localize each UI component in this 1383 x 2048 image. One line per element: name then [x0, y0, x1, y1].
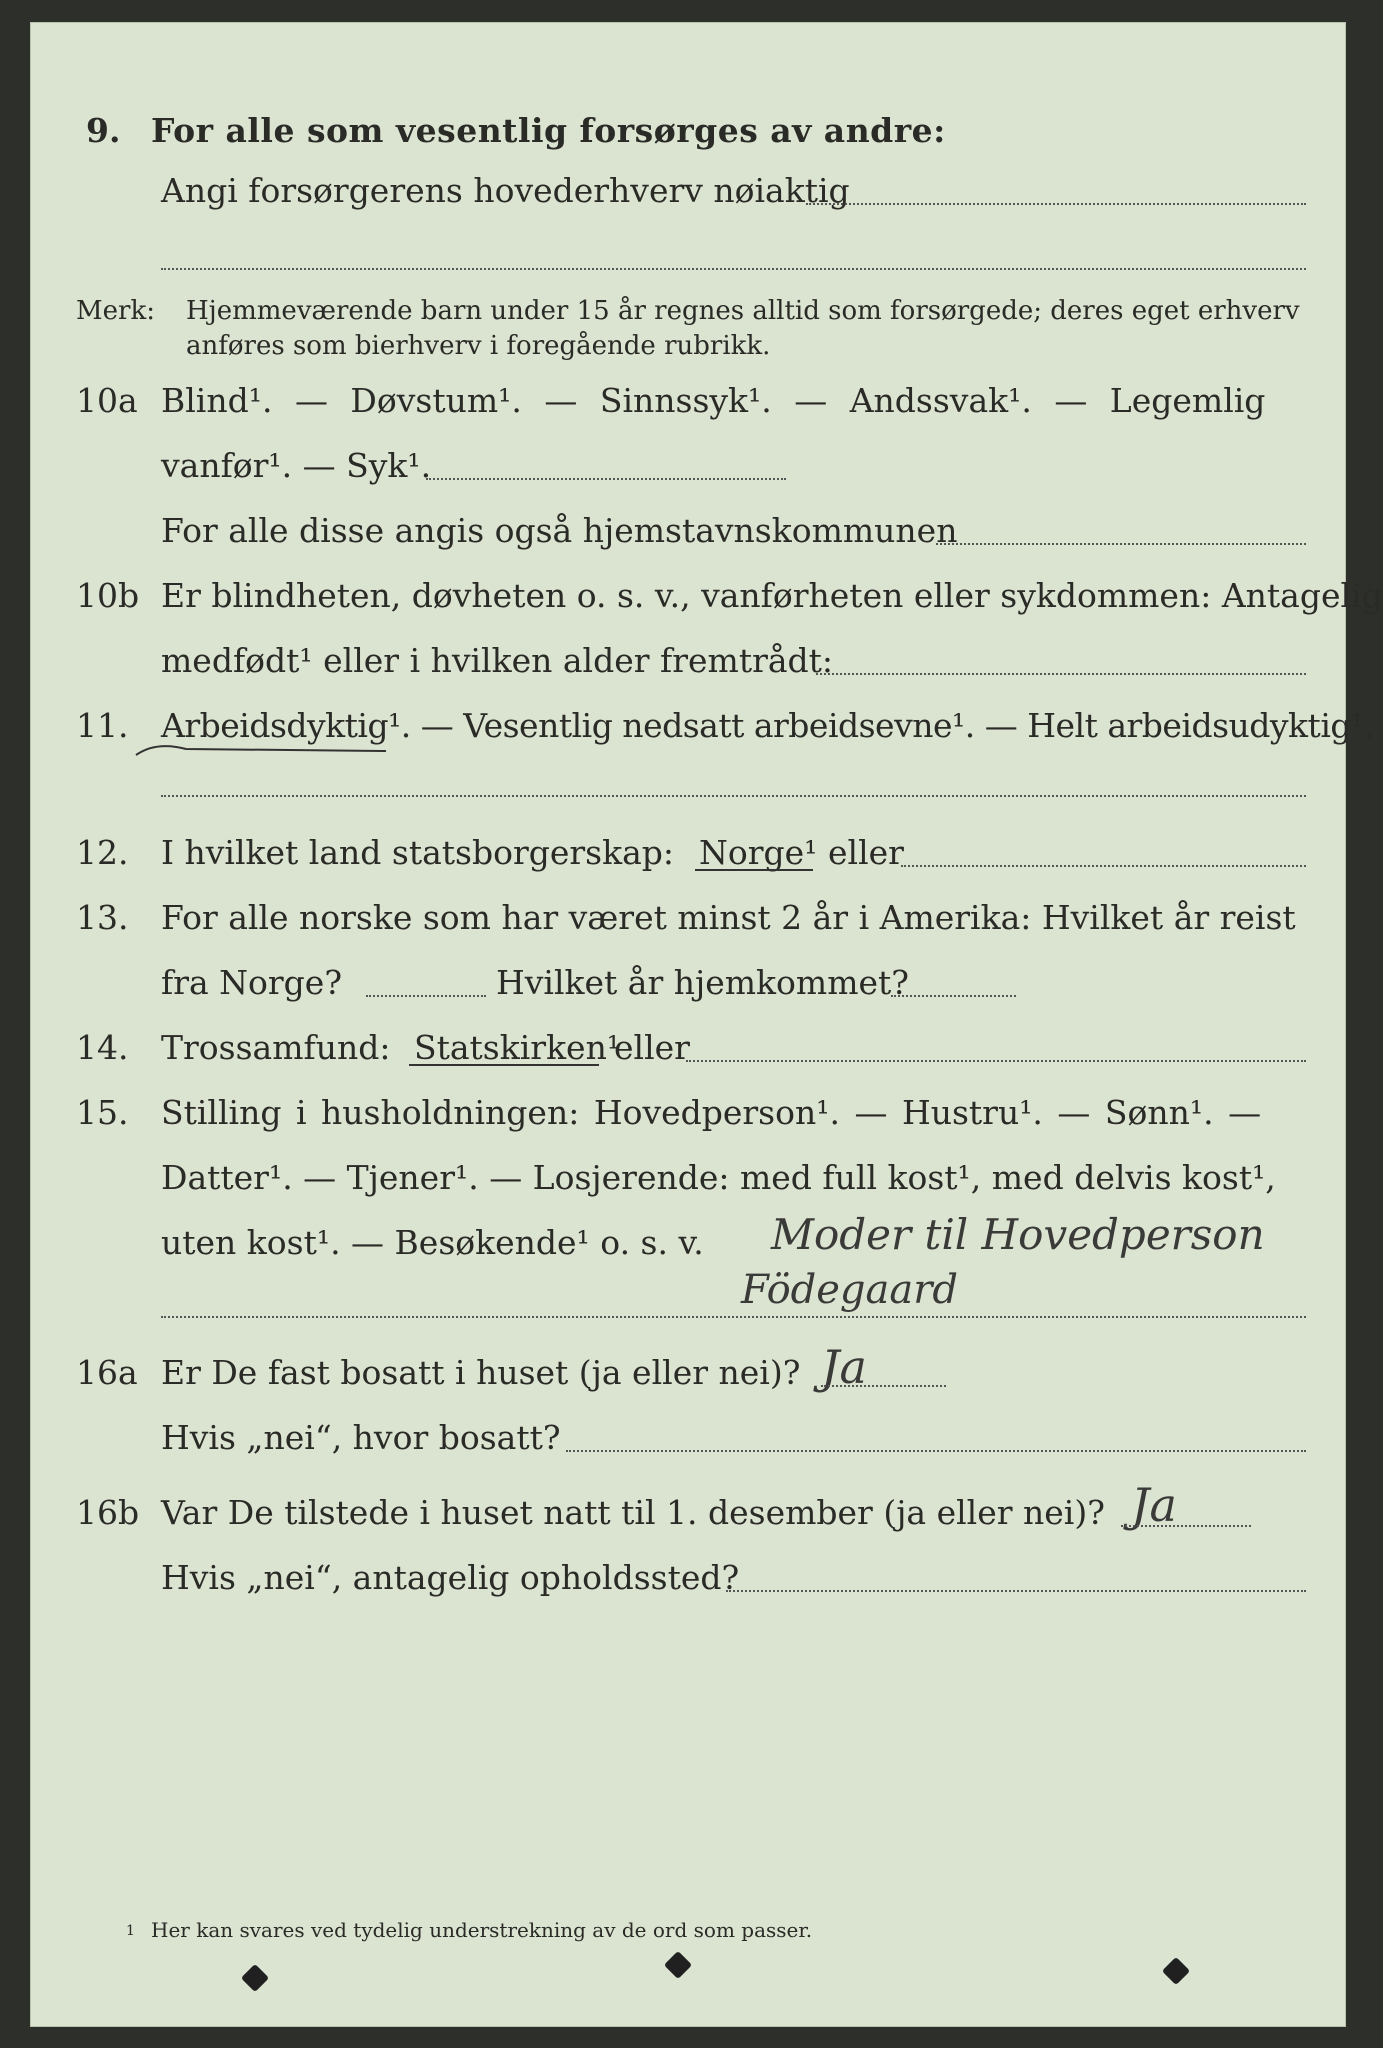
q14-tail: eller	[614, 1028, 690, 1067]
merk-label: Merk:	[76, 296, 155, 326]
q16b-line2: Hvis „nei“, antagelig opholdssted?	[161, 1558, 740, 1597]
q16b-line1: Var De tilstede i huset natt til 1. desember (ja eller nei)?	[161, 1493, 1105, 1532]
q16a-line2: Hvis „nei“, hvor bosatt?	[161, 1418, 561, 1457]
q16a-answer: Ja	[821, 1340, 867, 1394]
merk-text-1: Hjemmeværende barn under 15 år regnes alltid som forsørgede; deres eget erhverv	[186, 296, 1300, 326]
q15-number: 15.	[76, 1093, 129, 1132]
q13-reist-answer-line[interactable]	[366, 995, 486, 997]
q13-line2b: Hvilket år hjemkommet?	[496, 963, 909, 1002]
q10a-line2: vanfør¹. — Syk¹.	[161, 446, 432, 485]
q9-instruction: Angi forsørgerens hovederhverv nøiaktig	[161, 171, 850, 210]
q14-answer-line[interactable]	[686, 1060, 1306, 1062]
q14-label: Trossamfund:	[161, 1028, 391, 1067]
q12-norge-underline	[695, 869, 813, 871]
q10a-number: 10a	[76, 381, 138, 420]
q16a-answer-line[interactable]	[821, 1385, 946, 1387]
q12-option-norge: Norge¹	[699, 833, 818, 872]
q16b-number: 16b	[76, 1493, 140, 1532]
merk-text-2: anføres som bierhverv i foregående rubrikk.	[186, 331, 771, 361]
q15-answer-line1: Moder til Hovedperson	[771, 1210, 1265, 1259]
q15-answer-line2: Födegaard	[741, 1267, 958, 1313]
q14-number: 14.	[76, 1028, 129, 1067]
q10a-line3: For alle disse angis også hjemstavnskommunen	[161, 511, 958, 550]
q10b-line2: medfødt¹ eller i hvilken alder fremtrådt:	[161, 641, 834, 680]
footnote-mark: 1	[126, 1923, 135, 1939]
q11-underline-mark	[126, 735, 426, 765]
q15-handwritten-answer	[731, 1203, 1311, 1323]
q10a-syk-answer-line[interactable]	[426, 478, 786, 480]
registration-mark-left	[241, 1964, 269, 1992]
q11-answer-line[interactable]	[161, 795, 1306, 797]
q13-hjemkommet-answer-line[interactable]	[891, 995, 1016, 997]
q9-answer-line-2[interactable]	[161, 268, 1306, 270]
q13-number: 13.	[76, 898, 129, 937]
q12-number: 12.	[76, 833, 129, 872]
census-form-page	[30, 22, 1383, 2027]
q16a-handwritten-answer	[801, 1323, 961, 1413]
q10b-line1: Er blindheten, døvheten o. s. v., vanførheten eller sykdommen: Antagelig	[161, 576, 1383, 615]
q16b-opholdssted-answer-line[interactable]	[726, 1590, 1306, 1592]
q15-answer-line[interactable]	[161, 1316, 1306, 1318]
registration-mark-center	[664, 1951, 692, 1979]
q16a-bosatt-answer-line[interactable]	[566, 1450, 1306, 1452]
q10b-answer-line[interactable]	[816, 673, 1306, 675]
q14-option-statskirken: Statskirken¹	[414, 1028, 621, 1067]
q16a-number: 16a	[76, 1353, 138, 1392]
q12-answer-line[interactable]	[901, 865, 1306, 867]
q9-heading: For alle som vesentlig forsørges av andre:	[151, 111, 946, 150]
q9-answer-line[interactable]	[806, 203, 1306, 205]
q10a-line1: Blind¹. — Døvstum¹. — Sinnssyk¹. — Andssvak¹. — Legemlig	[161, 381, 1266, 420]
q16b-answer-line[interactable]	[1121, 1525, 1251, 1527]
q10b-number: 10b	[76, 576, 140, 615]
q12-tail: eller	[828, 833, 904, 872]
q16b-handwritten-answer	[1111, 1463, 1271, 1553]
q14-statskirken-underline	[409, 1064, 599, 1066]
registration-mark-right	[1162, 1957, 1190, 1985]
q15-line1: Stilling i husholdningen: Hovedperson¹. — Hustru¹. — Sønn¹. —	[161, 1093, 1262, 1132]
q9-number: 9.	[86, 111, 121, 150]
q13-line2a: fra Norge?	[161, 963, 343, 1002]
q15-line2: Datter¹. — Tjener¹. — Losjerende: med full kost¹, med delvis kost¹,	[161, 1158, 1276, 1197]
q15-line3: uten kost¹. — Besøkende¹ o. s. v.	[161, 1223, 704, 1262]
q13-line1: For alle norske som har været minst 2 år i Amerika: Hvilket år reist	[161, 898, 1296, 937]
q11-line1: Arbeidsdyktig¹. — Vesentlig nedsatt arbeidsevne¹. — Helt arbeidsudyktig¹.	[161, 706, 1374, 745]
q11-number: 11.	[76, 706, 129, 745]
footnote-text: Her kan svares ved tydelig understrekning av de ord som passer.	[151, 1918, 813, 1942]
q12-line1: I hvilket land statsborgerskap:	[161, 833, 675, 872]
q10a-kommune-answer-line[interactable]	[936, 543, 1306, 545]
q16a-line1: Er De fast bosatt i huset (ja eller nei)?	[161, 1353, 801, 1392]
q16b-answer: Ja	[1131, 1478, 1177, 1532]
